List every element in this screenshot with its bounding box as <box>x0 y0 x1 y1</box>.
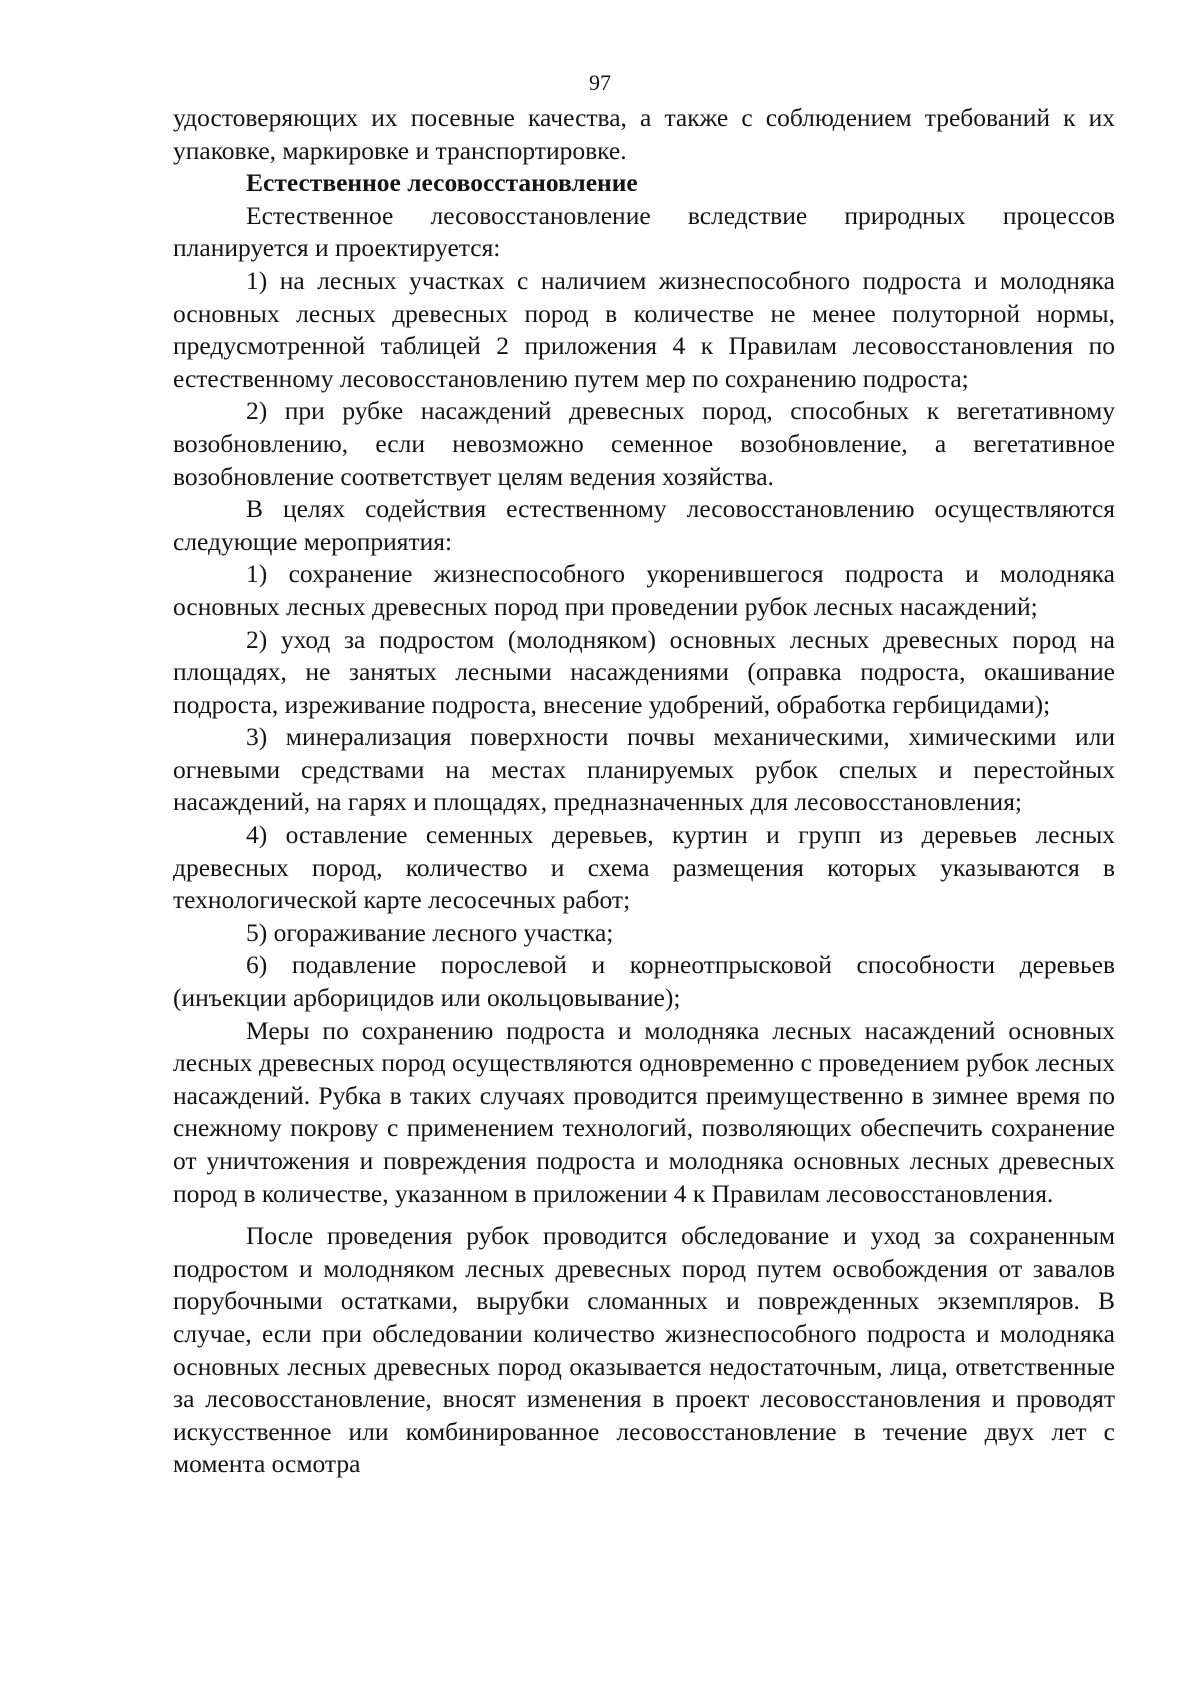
page-number: 97 <box>589 70 611 95</box>
measure-item-6: 6) подавление порослевой и корнеотпрысковой способности деревьев (инъекции арборицидов или окольцовывание); <box>173 950 1115 1013</box>
list-item-2: 2) при рубке насаждений древесных пород, способных к вегетативному возобновлению, если невозможно семенное возобновление, а вегетативное возобновление соответствует целям ведения хозяйства. <box>173 396 1115 491</box>
paragraph-measures-intro: В целях содействия естественному лесовосстановлению осуществляются следующие мероприятия: <box>173 494 1115 556</box>
body-text <box>173 102 1115 1481</box>
measure-item-1: 1) сохранение жизнеспособного укоренившегося подроста и молодняка основных лесных древесных пород при проведении рубок лесных насаждений; <box>173 559 1115 621</box>
measure-item-2: 2) уход за подростом (молодняком) основных лесных древесных пород на площадях, не занятых лесными насаждениями (оправка подроста, окашивание подроста, изреживание подроста, внесение удобрений, обработка гербицидами); <box>173 624 1115 719</box>
measure-item-5: 5) огораживание лесного участка; <box>246 917 614 947</box>
paragraph-preservation-measures: Меры по сохранению подроста и молодняка лесных насаждений основных лесных древесных пород осуществляются одновременно с проведением рубок лесных насаждений. Рубка в таких случаях проводится преимущественно в зимнее время по снежному покрову с применением технологий, позволяющих обеспечить сохранение от уничтожения и повреждения подроста и молодняка основных лесных древесных пород в количестве, указанном в приложении 4 к Правилам лесовосстановления. <box>173 1015 1115 1208</box>
paragraph-natural-reforestation-intro: Естественное лесовосстановление вследствие природных процессов планируется и проектируется: <box>173 200 1115 263</box>
paragraph-continuation: удостоверяющих их посевные качества, а также с соблюдением требований к их упаковке, маркировке и транспортировке. <box>173 103 1115 165</box>
list-item-1: 1) на лесных участках с наличием жизнеспособного подроста и молодняка основных лесных древесных пород в количестве не менее полуторной нормы, предусмотренной таблицей 2 приложения 4 к Правилам лесовосстановления по естественному лесовосстановлению путем мер по сохранению подроста; <box>173 265 1115 393</box>
paragraph-after-felling: После проведения рубок проводится обследование и уход за сохраненным подростом и молодняком лесных древесных пород путем освобождения от завалов порубочными остатками, вырубки сломанных и поврежденных экземпляров. В случае, если при обследовании количество жизнеспособного подроста и молодняка основных лесных древесных пород оказывается недостаточным, лица, ответственные за лесовосстановление, вносят изменения в проект лесовосстановления и проводят искусственное или комбинированное лесовосстановление в течение двух лет с момента осмотра <box>173 1221 1115 1479</box>
section-heading: Естественное лесовосстановление <box>246 168 638 198</box>
measure-item-3: 3) минерализация поверхности почвы механическими, химическими или огневыми средствами на местах планируемых рубок спелых и перестойных насаждений, на гарях и площадях, предназначенных для лесовосстановления; <box>173 722 1115 817</box>
measure-item-4: 4) оставление семенных деревьев, куртин и групп из деревьев лесных древесных пород, количество и схема размещения которых указываются в технологической карте лесосечных работ; <box>173 820 1115 915</box>
